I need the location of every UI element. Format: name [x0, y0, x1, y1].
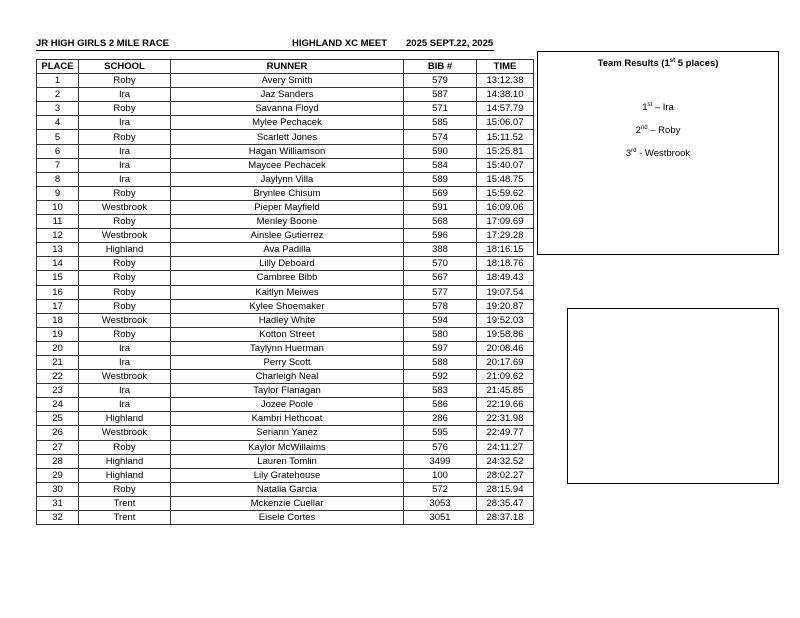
table-row [37, 257, 534, 271]
table-row [37, 440, 534, 454]
table-row [37, 482, 534, 496]
place-cell: 22 [37, 370, 79, 384]
place-cell: 10 [37, 200, 79, 214]
place-cell: 20 [37, 341, 79, 355]
bib-cell: 588 [404, 355, 477, 369]
time-cell: 22:31.98 [477, 412, 534, 426]
place-cell: 16 [37, 285, 79, 299]
runner-cell: Menley Boone [171, 215, 404, 229]
column-header: PLACE [37, 60, 79, 74]
bib-cell: 568 [404, 215, 477, 229]
runner-cell: Lily Gratehouse [171, 468, 404, 482]
table-row [37, 355, 534, 369]
school-cell: Highland [79, 468, 171, 482]
column-header: TIME [477, 60, 534, 74]
runner-cell: Kaitlyn Meiwes [171, 285, 404, 299]
table-row [37, 229, 534, 243]
bib-cell: 591 [404, 200, 477, 214]
runner-cell: Maycee Pechacek [171, 158, 404, 172]
time-cell: 15:11.52 [477, 130, 534, 144]
place-cell: 30 [37, 482, 79, 496]
table-row [37, 88, 534, 102]
school-cell: Ira [79, 172, 171, 186]
runner-cell: Brynlee Chisum [171, 186, 404, 200]
school-cell: Ira [79, 398, 171, 412]
runner-cell: Mylee Pechacek [171, 116, 404, 130]
school-cell: Trent [79, 496, 171, 510]
time-cell: 14:38.10 [477, 88, 534, 102]
bib-cell: 569 [404, 186, 477, 200]
runner-cell: Ainslee Gutierrez [171, 229, 404, 243]
place-cell: 19 [37, 327, 79, 341]
school-cell: Westbrook [79, 200, 171, 214]
bib-cell: 576 [404, 440, 477, 454]
bib-cell: 594 [404, 313, 477, 327]
bib-cell: 595 [404, 426, 477, 440]
bib-cell: 3051 [404, 511, 477, 525]
place-cell: 15 [37, 271, 79, 285]
runner-cell: Kambri Hethcoat [171, 412, 404, 426]
school-cell: Westbrook [79, 313, 171, 327]
place-cell: 26 [37, 426, 79, 440]
place-cell: 14 [37, 257, 79, 271]
runner-cell: Kaylor McWillaims [171, 440, 404, 454]
time-cell: 28:02.27 [477, 468, 534, 482]
school-cell: Roby [79, 215, 171, 229]
table-row [37, 102, 534, 116]
school-cell: Roby [79, 186, 171, 200]
runner-cell: Scarlett Jones [171, 130, 404, 144]
school-cell: Ira [79, 116, 171, 130]
time-cell: 20:17.69 [477, 355, 534, 369]
table-row [37, 426, 534, 440]
runner-cell: Jozee Poole [171, 398, 404, 412]
race-header [36, 38, 494, 51]
column-header: SCHOOL [79, 60, 171, 74]
bib-cell: 589 [404, 172, 477, 186]
school-cell: Highland [79, 243, 171, 257]
runner-cell: Jaylynn Villa [171, 172, 404, 186]
time-cell: 15:25.81 [477, 144, 534, 158]
school-cell: Roby [79, 257, 171, 271]
school-cell: Roby [79, 102, 171, 116]
place-cell: 13 [37, 243, 79, 257]
results-table [36, 59, 534, 525]
runner-cell: Perry Scott [171, 355, 404, 369]
school-cell: Roby [79, 299, 171, 313]
meet-date: 2025 SEPT.22, 2025 [406, 38, 494, 49]
place-cell: 12 [37, 229, 79, 243]
meet-name: HIGHLAND XC MEET [292, 38, 387, 49]
team-result-3: 3rd - Westbrook [625, 148, 691, 160]
time-cell: 24:11.27 [477, 440, 534, 454]
bib-cell: 590 [404, 144, 477, 158]
time-cell: 21:45.85 [477, 384, 534, 398]
time-cell: 24:32.52 [477, 454, 534, 468]
bib-cell: 572 [404, 482, 477, 496]
place-cell: 5 [37, 130, 79, 144]
table-row [37, 186, 534, 200]
team-results-box [537, 51, 779, 255]
table-row [37, 341, 534, 355]
runner-cell: Avery Smith [171, 74, 404, 88]
school-cell: Westbrook [79, 229, 171, 243]
time-cell: 21:09.62 [477, 370, 534, 384]
place-cell: 17 [37, 299, 79, 313]
bib-cell: 388 [404, 243, 477, 257]
place-cell: 6 [37, 144, 79, 158]
bib-cell: 585 [404, 116, 477, 130]
school-cell: Roby [79, 482, 171, 496]
table-row [37, 454, 534, 468]
runner-cell: Cambree Bibb [171, 271, 404, 285]
place-cell: 23 [37, 384, 79, 398]
time-cell: 15:06.07 [477, 116, 534, 130]
table-row [37, 313, 534, 327]
place-cell: 1 [37, 74, 79, 88]
bib-cell: 567 [404, 271, 477, 285]
runner-cell: Charleigh Neal [171, 370, 404, 384]
table-row [37, 398, 534, 412]
place-cell: 18 [37, 313, 79, 327]
runner-cell: Kylee Shoemaker [171, 299, 404, 313]
table-row [37, 116, 534, 130]
team-results-title: Team Results (1st 5 places) [597, 58, 719, 70]
school-cell: Roby [79, 271, 171, 285]
school-cell: Roby [79, 327, 171, 341]
time-cell: 20:08.46 [477, 341, 534, 355]
table-row [37, 200, 534, 214]
bib-cell: 3499 [404, 454, 477, 468]
time-cell: 16:09.06 [477, 200, 534, 214]
column-header: RUNNER [171, 60, 404, 74]
table-row [37, 144, 534, 158]
bib-cell: 570 [404, 257, 477, 271]
table-row [37, 468, 534, 482]
time-cell: 15:40.07 [477, 158, 534, 172]
bib-cell: 587 [404, 88, 477, 102]
race-title: JR HIGH GIRLS 2 MILE RACE [36, 38, 170, 49]
table-row [37, 130, 534, 144]
school-cell: Ira [79, 355, 171, 369]
time-cell: 22:49.77 [477, 426, 534, 440]
place-cell: 8 [37, 172, 79, 186]
school-cell: Roby [79, 285, 171, 299]
bib-cell: 596 [404, 229, 477, 243]
time-cell: 13:12.38 [477, 74, 534, 88]
table-row [37, 158, 534, 172]
bib-cell: 580 [404, 327, 477, 341]
time-cell: 28:35.47 [477, 496, 534, 510]
table-row [37, 285, 534, 299]
time-cell: 28:37.18 [477, 511, 534, 525]
time-cell: 28:15.94 [477, 482, 534, 496]
runner-cell: Taylynn Huerman [171, 341, 404, 355]
school-cell: Roby [79, 440, 171, 454]
place-cell: 31 [37, 496, 79, 510]
time-cell: 22:19.66 [477, 398, 534, 412]
bib-cell: 578 [404, 299, 477, 313]
table-row [37, 384, 534, 398]
runner-cell: Hadley White [171, 313, 404, 327]
table-row [37, 215, 534, 229]
column-header: BIB # [404, 60, 477, 74]
school-cell: Trent [79, 511, 171, 525]
runner-cell: Jaz Sanders [171, 88, 404, 102]
place-cell: 21 [37, 355, 79, 369]
school-cell: Highland [79, 454, 171, 468]
runner-cell: Savanna Floyd [171, 102, 404, 116]
place-cell: 4 [37, 116, 79, 130]
place-cell: 25 [37, 412, 79, 426]
table-row [37, 243, 534, 257]
runner-cell: Lauren Tomlin [171, 454, 404, 468]
school-cell: Westbrook [79, 426, 171, 440]
runner-cell: Lilly Deboard [171, 257, 404, 271]
time-cell: 15:59.62 [477, 186, 534, 200]
time-cell: 17:09.69 [477, 215, 534, 229]
time-cell: 19:58.86 [477, 327, 534, 341]
table-row [37, 74, 534, 88]
place-cell: 27 [37, 440, 79, 454]
table-row [37, 271, 534, 285]
runner-cell: Ava Padilla [171, 243, 404, 257]
bib-cell: 577 [404, 285, 477, 299]
place-cell: 29 [37, 468, 79, 482]
table-row [37, 172, 534, 186]
table-row [37, 511, 534, 525]
table-row [37, 412, 534, 426]
team-result-2: 2nd – Roby [635, 125, 681, 137]
time-cell: 18:49.43 [477, 271, 534, 285]
runner-cell: Taylor Flanagan [171, 384, 404, 398]
bib-cell: 586 [404, 398, 477, 412]
time-cell: 18:18.76 [477, 257, 534, 271]
runner-cell: Hagan Williamson [171, 144, 404, 158]
school-cell: Ira [79, 158, 171, 172]
runner-cell: Pieper Mayfield [171, 200, 404, 214]
place-cell: 28 [37, 454, 79, 468]
time-cell: 14:57.79 [477, 102, 534, 116]
school-cell: Ira [79, 88, 171, 102]
school-cell: Highland [79, 412, 171, 426]
runner-cell: Eisele Cortes [171, 511, 404, 525]
school-cell: Ira [79, 341, 171, 355]
bib-cell: 597 [404, 341, 477, 355]
table-row [37, 299, 534, 313]
school-cell: Ira [79, 144, 171, 158]
time-cell: 19:52.03 [477, 313, 534, 327]
bib-cell: 579 [404, 74, 477, 88]
runner-cell: Seriann Yanez [171, 426, 404, 440]
bib-cell: 592 [404, 370, 477, 384]
team-result-1: 1st – Ira [642, 102, 674, 114]
school-cell: Ira [79, 384, 171, 398]
table-row [37, 370, 534, 384]
school-cell: Roby [79, 74, 171, 88]
school-cell: Roby [79, 130, 171, 144]
bib-cell: 100 [404, 468, 477, 482]
place-cell: 24 [37, 398, 79, 412]
runner-cell: Kotton Street [171, 327, 404, 341]
bib-cell: 286 [404, 412, 477, 426]
bib-cell: 571 [404, 102, 477, 116]
table-row [37, 327, 534, 341]
table-row [37, 496, 534, 510]
place-cell: 32 [37, 511, 79, 525]
bib-cell: 3053 [404, 496, 477, 510]
time-cell: 18:16.15 [477, 243, 534, 257]
place-cell: 7 [37, 158, 79, 172]
place-cell: 2 [37, 88, 79, 102]
runner-cell: Natalia Garcia [171, 482, 404, 496]
place-cell: 9 [37, 186, 79, 200]
table-header [37, 60, 534, 74]
empty-box [567, 308, 779, 484]
runner-cell: Mckenzie Cuellar [171, 496, 404, 510]
bib-cell: 574 [404, 130, 477, 144]
time-cell: 15:48.75 [477, 172, 534, 186]
school-cell: Westbrook [79, 370, 171, 384]
time-cell: 19:07.54 [477, 285, 534, 299]
time-cell: 19:20.87 [477, 299, 534, 313]
bib-cell: 583 [404, 384, 477, 398]
time-cell: 17:29.28 [477, 229, 534, 243]
place-cell: 3 [37, 102, 79, 116]
place-cell: 11 [37, 215, 79, 229]
bib-cell: 584 [404, 158, 477, 172]
